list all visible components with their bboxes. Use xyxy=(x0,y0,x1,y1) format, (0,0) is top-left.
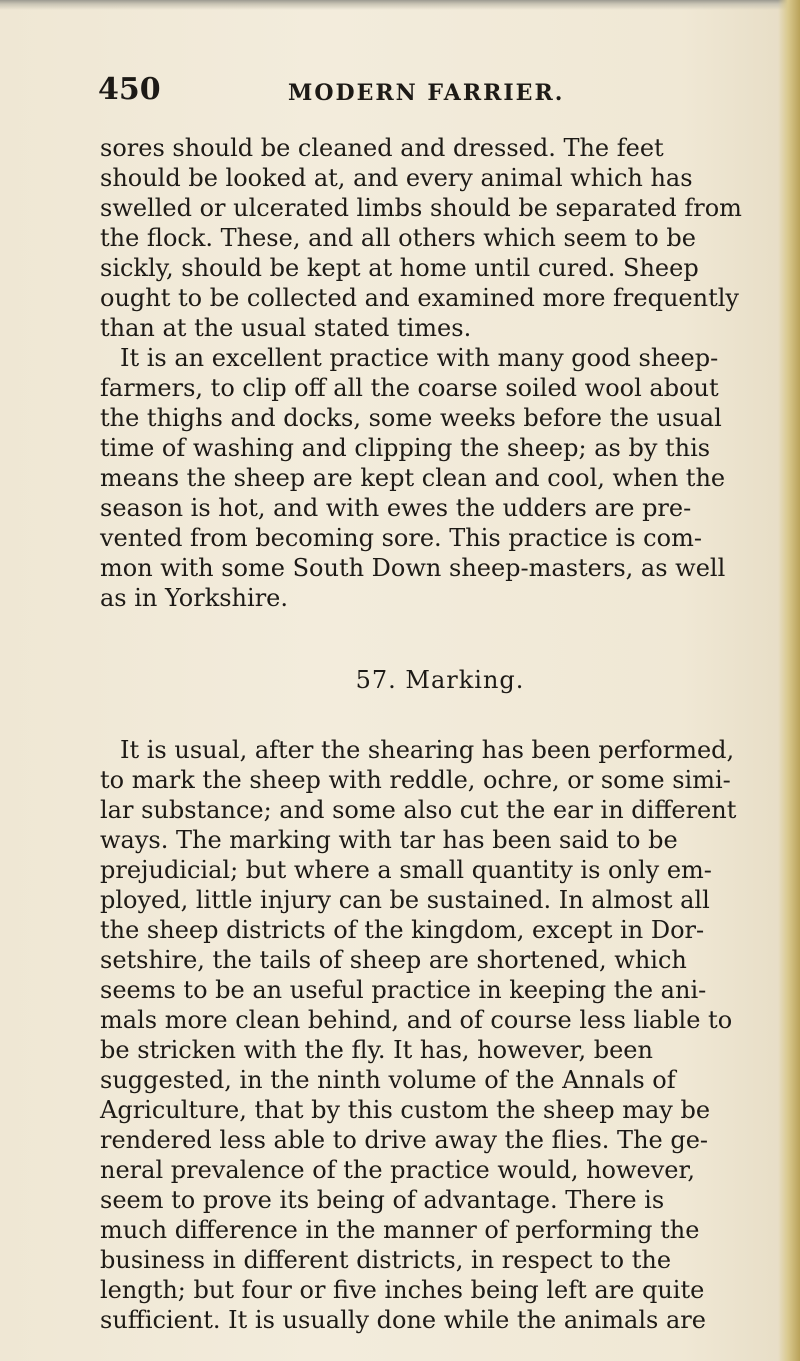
text-line: seem to prove its being of advantage. There is xyxy=(100,1186,665,1214)
book-title: MODERN FARRIER. xyxy=(288,80,565,106)
paragraph-start-line: It is usual, after the shearing has been performed, xyxy=(120,736,735,764)
text-line: the flock. These, and all others which seem to be xyxy=(100,224,696,252)
text-line: neral prevalence of the practice would, however, xyxy=(100,1156,695,1184)
text-line: ways. The marking with tar has been said to be xyxy=(100,826,678,854)
text-line: prejudicial; but where a small quantity is only em- xyxy=(100,856,712,884)
text-line: farmers, to clip off all the coarse soiled wool about xyxy=(100,374,719,402)
text-line: sufficient. It is usually done while the animals are xyxy=(100,1306,706,1334)
text-line: swelled or ulcerated limbs should be separated from xyxy=(100,194,742,222)
page-number: 450 xyxy=(98,72,161,107)
text-line: rendered less able to drive away the flies. The ge- xyxy=(100,1126,709,1154)
paragraph-start-line: It is an excellent practice with many good sheep- xyxy=(120,344,719,372)
text-line: ought to be collected and examined more frequently xyxy=(100,284,739,312)
body-text xyxy=(100,133,740,1335)
text-line: to mark the sheep with reddle, ochre, or some simi- xyxy=(100,766,731,794)
page-top-edge xyxy=(0,0,800,10)
text-line: much difference in the manner of performing the xyxy=(100,1216,700,1244)
text-line: should be looked at, and every animal which has xyxy=(100,164,693,192)
text-line: vented from becoming sore. This practice is com- xyxy=(100,524,702,552)
text-line: lar substance; and some also cut the ear in different xyxy=(100,796,737,824)
text-line: sickly, should be kept at home until cured. Sheep xyxy=(100,254,699,282)
text-line: be stricken with the fly. It has, however, been xyxy=(100,1036,653,1064)
text-line: Agriculture, that by this custom the sheep may be xyxy=(100,1096,711,1124)
text-line: setshire, the tails of sheep are shortened, which xyxy=(100,946,687,974)
text-line: length; but four or five inches being left are quite xyxy=(100,1276,705,1304)
text-line: seems to be an useful practice in keeping the ani- xyxy=(100,976,707,1004)
text-line: the thighs and docks, some weeks before the usual xyxy=(100,404,722,432)
text-line: mals more clean behind, and of course less liable to xyxy=(100,1006,733,1034)
text-line: means the sheep are kept clean and cool, when the xyxy=(100,464,726,492)
page-right-edge xyxy=(778,0,800,1361)
running-head xyxy=(98,72,658,112)
text-line: than at the usual stated times. xyxy=(100,314,472,342)
section-heading: 57. Marking. xyxy=(355,666,525,694)
text-line: ployed, little injury can be sustained. In almost all xyxy=(100,886,710,914)
text-line: season is hot, and with ewes the udders are pre- xyxy=(100,494,692,522)
text-line: mon with some South Down sheep-masters, as well xyxy=(100,554,726,582)
text-line: sores should be cleaned and dressed. The feet xyxy=(100,134,664,162)
text-line: time of washing and clipping the sheep; as by this xyxy=(100,434,711,462)
text-line: business in different districts, in respect to the xyxy=(100,1246,672,1274)
text-line: suggested, in the ninth volume of the Annals of xyxy=(100,1066,676,1094)
text-line: as in Yorkshire. xyxy=(100,584,288,612)
text-line: the sheep districts of the kingdom, except in Dor- xyxy=(100,916,705,944)
